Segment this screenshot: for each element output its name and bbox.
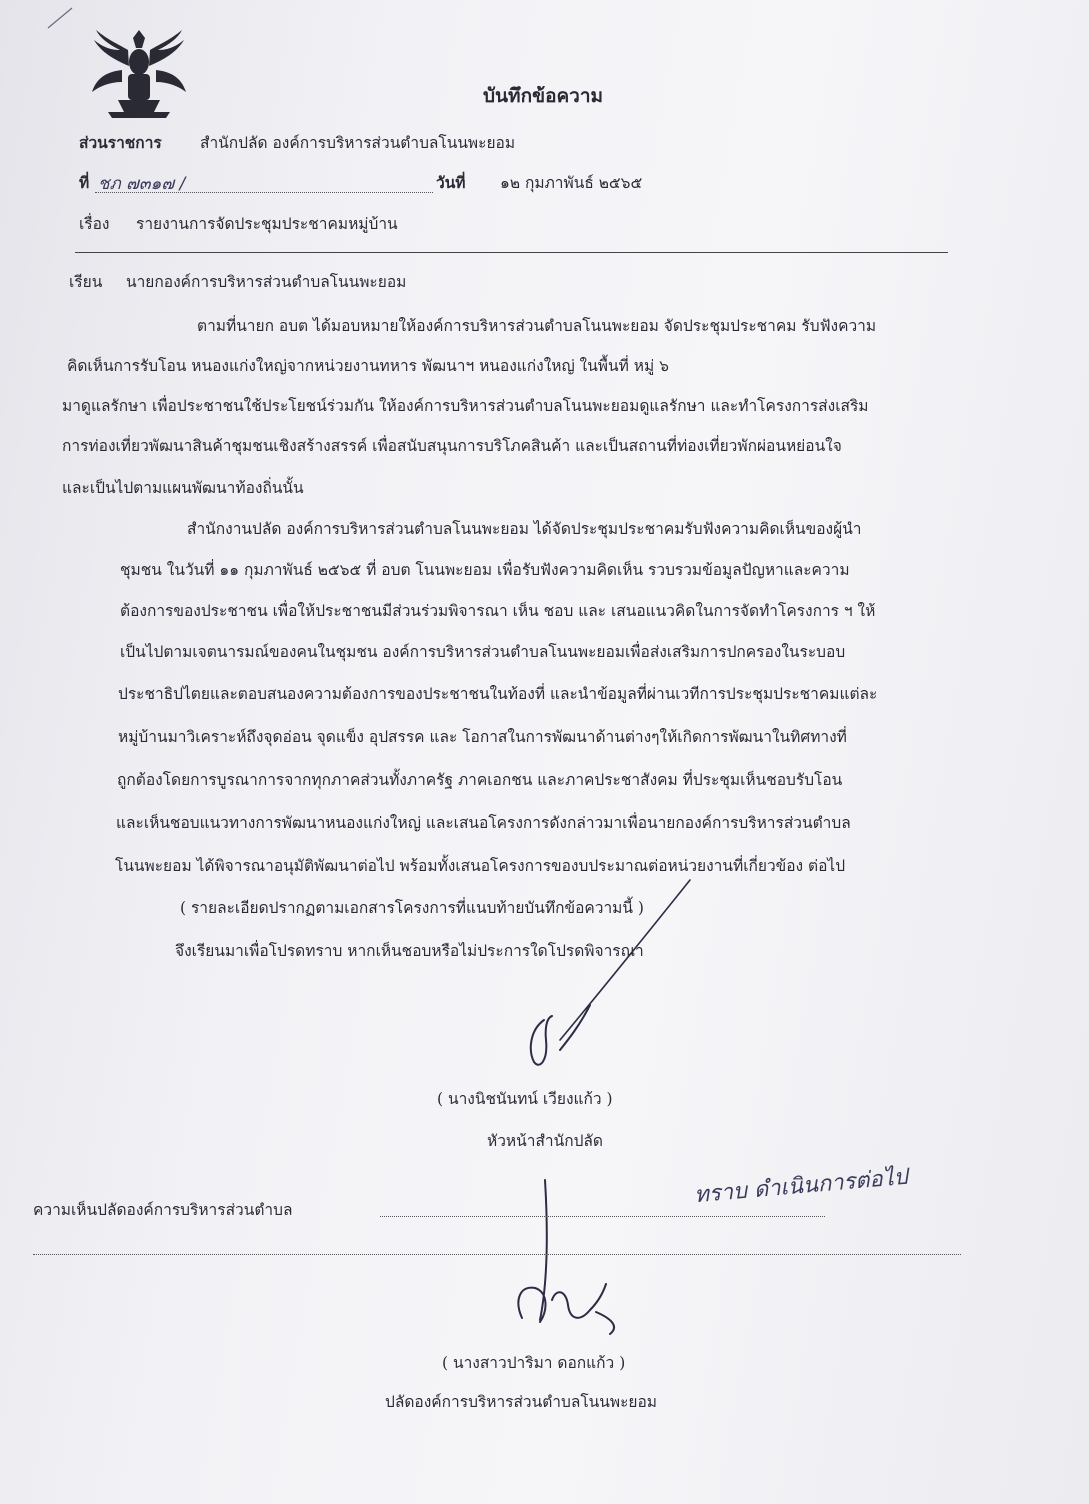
signer1-name: ( นางนิชนันทน์ เวียงแก้ว ) — [437, 1090, 613, 1108]
ref-label: ที่ — [79, 173, 90, 192]
p2-line-5: ประชาธิปไตยและตอบสนองความต้องการของประชาชนในท้องที่ และนำข้อมูลที่ผ่านเวทีการประชุมประชาคมแต่ละ — [118, 685, 878, 703]
p2-line-7: ถูกต้องโดยการบูรณาการจากทุกภาคส่วนทั้งภาครัฐ ภาคเอกชน และภาคประชาสังคม ที่ประชุมเห็นชอบรับโอน — [117, 771, 843, 789]
p2-line-6: หมู่บ้านมาวิเคราะห์ถึงจุดอ่อน จุดแข็ง อุปสรรค และ โอกาสในการพัฒนาด้านต่างๆให้เกิดการพัฒนาในทิศทางที่ — [118, 728, 847, 746]
subject-value: รายงานการจัดประชุมประชาคมหมู่บ้าน — [136, 215, 398, 233]
agency-label: ส่วนราชการ — [79, 133, 162, 152]
pencil-mark — [48, 8, 72, 28]
ref-value: ชภ ๗๓๑๗ / — [98, 174, 186, 194]
p1-line-5: และเป็นไปตามแผนพัฒนาท้องถิ่นนั้น — [62, 479, 304, 497]
opinion-handwritten: ทราบ ดำเนินการต่อไป — [693, 1164, 909, 1209]
detail-note: ( รายละเอียดปรากฏตามเอกสารโครงการที่แนบท้ายบันทึกข้อความนี้ ) — [180, 899, 644, 917]
signature-1 — [531, 1005, 590, 1065]
date-value: ๑๒ กุมภาพันธ์ ๒๕๖๕ — [500, 174, 643, 192]
header-divider — [75, 252, 948, 253]
signer2-name: ( นางสาวปาริมา ดอกแก้ว ) — [442, 1354, 626, 1372]
signature-2 — [518, 1180, 614, 1334]
salutation-label: เรียน — [69, 273, 103, 291]
p2-line-9: โนนพะยอม ได้พิจารณาอนุมัติพัฒนาต่อไป พร้อมทั้งเสนอโครงการของบประมาณต่อหน่วยงานที่เกี่ยวข้อง ต่อไป — [115, 857, 846, 875]
p2-line-8: และเห็นชอบแนวทางการพัฒนาหนองแก่งใหญ่ และเสนอโครงการดังกล่าวมาเพื่อนายกองค์การบริหารส่วนตำบล — [116, 814, 851, 832]
p1-line-3: มาดูแลรักษา เพื่อประชาชนใช้ประโยชน์ร่วมกัน ให้องค์การบริหารส่วนตำบลโนนพะยอมดูแลรักษา และทำโครงการส่งเสริม — [62, 397, 869, 415]
signer2-position: ปลัดองค์การบริหารส่วนตำบลโนนพะยอม — [385, 1393, 658, 1411]
date-label: วันที่ — [436, 173, 466, 192]
opinion-label: ความเห็นปลัดองค์การบริหารส่วนตำบล — [33, 1201, 293, 1219]
memo-title: บันทึกข้อความ — [483, 85, 604, 107]
opinion-dotted-line-2 — [33, 1254, 961, 1255]
garuda-emblem-shape — [92, 30, 186, 118]
signer1-position: หัวหน้าสำนักปลัด — [487, 1132, 603, 1150]
closing-line: จึงเรียนมาเพื่อโปรดทราบ หากเห็นชอบหรือไม่ประการใดโปรดพิจารณา — [175, 942, 644, 960]
p1-line-4: การท่องเที่ยวพัฒนาสินค้าชุมชนเชิงสร้างสรรค์ เพื่อสนับสนุนการบริโภคสินค้า และเป็นสถานที่ท่องเที่ยวพักผ่อนหย่อนใจ — [62, 437, 842, 455]
p2-line-3: ต้องการของประชาชน เพื่อให้ประชาชนมีส่วนร่วมพิจารณา เห็น ชอบ และ เสนอแนวคิดในการจัดทำโครงการ ฯ ให้ — [120, 602, 876, 620]
ref-dotted-line — [95, 192, 433, 193]
p2-line-1: สำนักงานปลัด องค์การบริหารส่วนตำบลโนนพะยอม ได้จัดประชุมประชาคมรับฟังความคิดเห็นของผู้นำ — [187, 520, 862, 538]
salutation-value: นายกองค์การบริหารส่วนตำบลโนนพะยอม — [126, 273, 407, 291]
p1-line-1: ตามที่นายก อบต ได้มอบหมายให้องค์การบริหารส่วนตำบลโนนพะยอม จัดประชุมประชาคม รับฟังความ — [197, 317, 877, 335]
p2-line-4: เป็นไปตามเจตนารมณ์ของคนในชุมชน องค์การบริหารส่วนตำบลโนนพะยอมเพื่อส่งเสริมการปกครองในระบอบ — [120, 643, 846, 661]
p2-line-2: ชุมชน ในวันที่ ๑๑ กุมภาพันธ์ ๒๕๖๕ ที่ อบต โนนพะยอม เพื่อรับฟังความคิดเห็น รวบรวมข้อมูลปัญหาและความ — [120, 561, 850, 579]
subject-label: เรื่อง — [79, 215, 110, 233]
agency-value: สำนักปลัด องค์การบริหารส่วนตำบลโนนพะยอม — [200, 134, 516, 152]
opinion-dotted-line-1 — [380, 1216, 825, 1217]
p1-line-2: คิดเห็นการรับโอน หนองแก่งใหญ่จากหน่วยงานทหาร พัฒนาฯ หนองแก่งใหญ่ ในพื้นที่ หมู่ ๖ — [67, 357, 669, 375]
